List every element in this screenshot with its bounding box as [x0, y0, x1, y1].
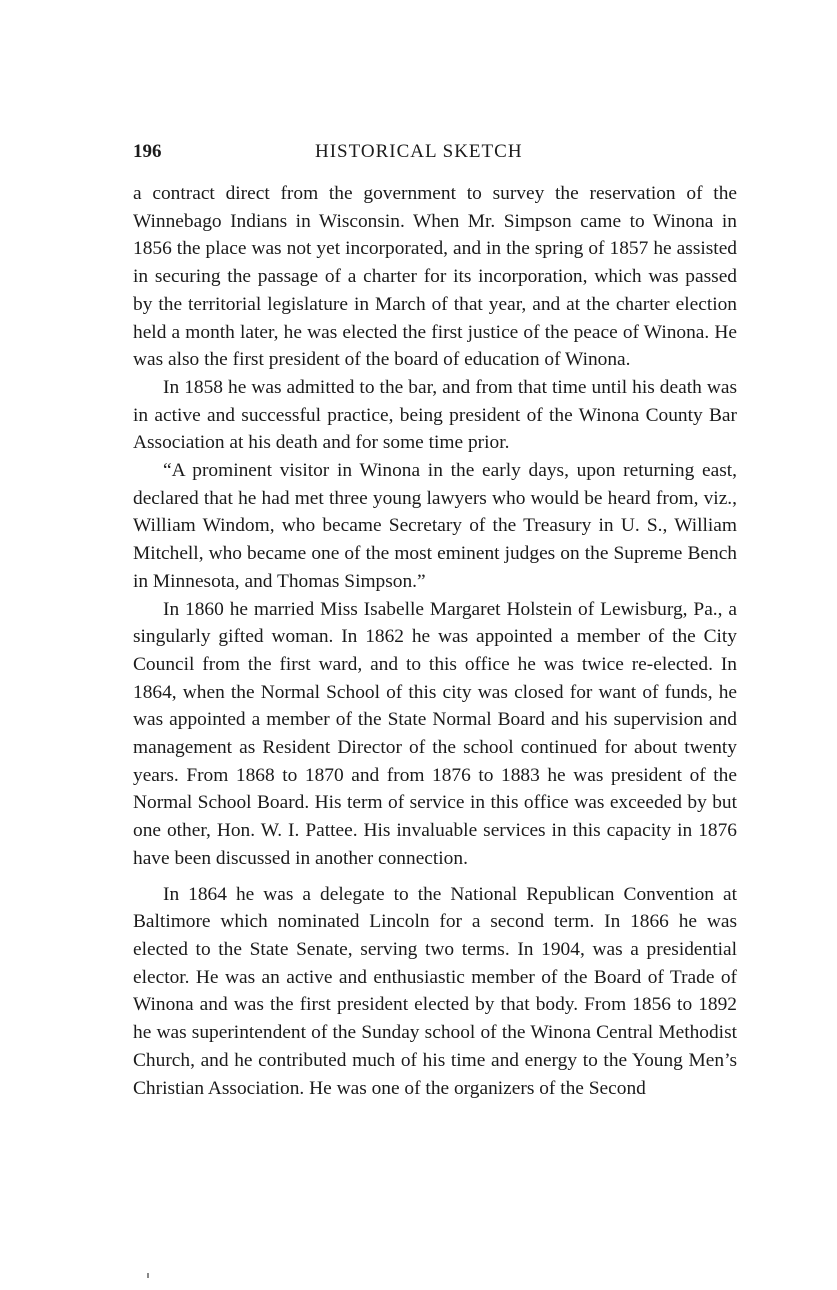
paragraph-bar-admission: In 1858 he was admitted to the bar, and from that time until his death was in active and successful practice, being president of the Winona County Bar Association at his death and for some time prior. — [133, 376, 737, 454]
body-text — [133, 180, 737, 1102]
running-title: HISTORICAL SKETCH — [315, 141, 523, 162]
paragraph-political-career: In 1864 he was a delegate to the National Republican Convention at Baltimore which nominated Lincoln for a second term. In 1866 he was elected to the State Senate, serving two terms. In 1904, was a presidential elector. He was an active and enthusiastic member of the Board of Trade of Winona and was the first president elected by that body. From 1856 to 1892 he was superintendent of the Sunday school of the Winona Central Methodist Church, and he contributed much of his time and energy to the Young Men’s Christian Association. He was one of the organizers of the Second — [133, 883, 737, 1099]
page-number: 196 — [133, 141, 162, 162]
paragraph-marriage-and-service: In 1860 he married Miss Isabelle Margaret Holstein of Lewisburg, Pa., a singularly gifted woman. In 1862 he was appointed a member of the City Council from the first ward, and to this office he was twice re-elected. In 1864, when the Normal School of this city was closed for want of funds, he was appointed a member of the State Normal Board and his supervision and management as Resident Director of the school continued for about twenty years. From 1868 to 1870 and from 1876 to 1883 he was president of the Normal School Board. His term of service in this office was exceeded by but one other, Hon. W. I. Pattee. His invaluable services in this capacity in 1876 have been discussed in another connection. — [133, 598, 737, 869]
page-header — [133, 141, 737, 169]
paragraph-quotation: “A prominent visitor in Winona in the early days, upon returning east, declared that he had met three young lawyers who would be heard from, viz., William Windom, who became Secretary of the Treasury in U. S., William Mitchell, who became one of the most eminent judges on the Supreme Bench in Minnesota, and Thomas Simpson.” — [133, 460, 737, 592]
paragraph-continuation: a contract direct from the government to survey the reservation of the Winnebago Indians in Wisconsin. When Mr. Simpson came to Winona in 1856 the place was not yet incorporated, and in the spring of 1857 he assisted in securing the passage of a charter for its incorporation, which was passed by the territorial legislature in March of that year, and at the charter election held a month later, he was elected the first justice of the peace of Winona. He was also the first president of the board of education of Winona. — [133, 183, 737, 371]
scan-speck — [147, 1273, 149, 1278]
